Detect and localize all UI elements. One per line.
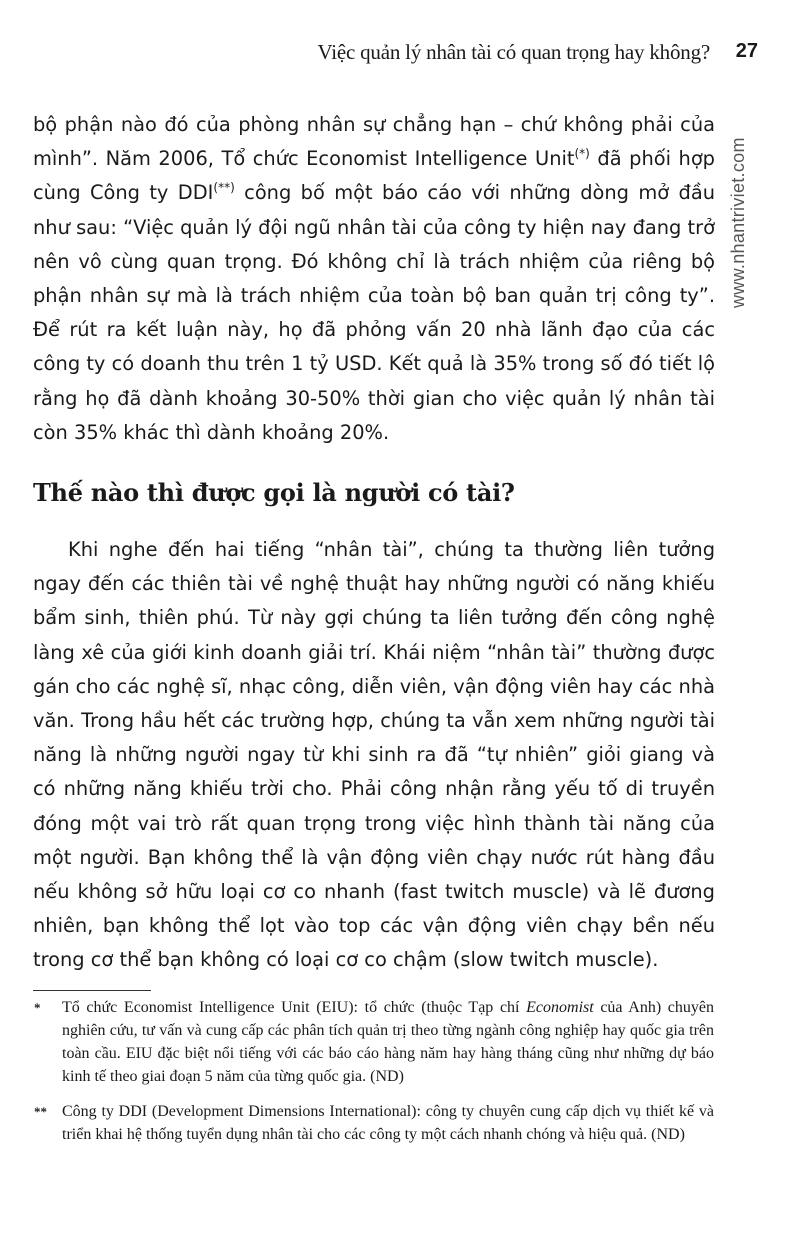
section-heading: Thế nào thì được gọi là người có tài? [33,478,515,507]
footnote-marker: ** [34,1104,47,1119]
footnote-marker: * [34,1000,41,1015]
paragraph-text: bộ phận nào đó của phòng nhân sự chẳng hạn – chứ không phải của mình”. Năm 2006, Tổ chức Economist Intelligence Unit [33,113,715,171]
paragraph-text: đã phối hợp cùng Công ty DDI [33,147,715,205]
footnote-ref-1: (*) [574,146,590,161]
paragraph-body: Khi nghe đến hai tiếng “nhân tài”, chúng ta thường liên tưởng ngay đến các thiên tài về nghệ thuật hay những người có năng khiếu bẩm sinh, thiên phú. Từ này gợi chúng ta liên tưởng đến công nghệ làng xê của giới kinh doanh giải trí. Khái niệm “nhân tài” thường được gán cho các nghệ sĩ, nhạc công, diễn viên, vận động viên hay các nhà văn. Trong hầu hết các trường hợp, chúng ta vẫn xem những người tài năng là những người ngay từ khi sinh ra đã “tự nhiên” giỏi giang và có những năng khiếu trời cho. Phải công nhận rằng yếu tố di truyền đóng một vai trò rất quan trọng trong việc hình thành tài năng của một người. Bạn không thể là vận động viên chạy nước rút hàng đầu nếu không sở hữu loại cơ co nhanh (fast twitch muscle) và lẽ đương nhiên, bạn không thể lọt vào top các vận động viên chạy bền nếu trong cơ thể bạn không có loại cơ co chậm (slow twitch muscle). [33,538,715,972]
page-number: 27 [735,40,758,62]
footnote-text: của Anh) chuyên nghiên cứu, tư vấn và cung cấp các phân tích quản trị theo từng ngành công nghiệp hay quốc gia trên toàn cầu. EIU đặc biệt nổi tiếng với các báo cáo hàng năm hay hàng tháng cũng như những dự báo kinh tế theo giai đoạn 5 năm của từng quốc gia. (ND) [62,999,715,1085]
footnote-source-title: Economist [526,999,594,1016]
footnote-1 [34,996,715,1088]
footnote-text: Tổ chức Economist Intelligence Unit (EIU): tổ chức (thuộc Tạp chí [62,999,527,1016]
footnote-divider [33,990,151,991]
running-header-title: Việc quản lý nhân tài có quan trọng hay không? [317,40,710,64]
footnote-ref-2: (**) [213,180,235,195]
paragraph-text: công bố một báo cáo với những dòng mở đầu như sau: “Việc quản lý đội ngũ nhân tài của công ty hiện nay đang trở nên vô cùng quan trọng. Đó không chỉ là trách nhiệm của riêng bộ phận nhân sự mà là trách nhiệm của toàn bộ ban quản trị công ty”. Để rút ra kết luận này, họ đã phỏng vấn 20 nhà lãnh đạo của các công ty có doanh thu trên 1 tỷ USD. Kết quả là 35% trong số đó tiết lộ rằng họ đã dành khoảng 30-50% thời gian cho việc quản lý nhân tài còn 35% khác thì dành khoảng 20%. [33,181,715,444]
footnote-text: Công ty DDI (Development Dimensions International): công ty chuyên cung cấp dịch vụ thiết kế và triển khai hệ thống tuyển dụng nhân tài cho các công ty một cách nhanh chóng và hiệu quả. (ND) [62,1103,714,1143]
watermark-url: www.nhantriviet.com [728,137,748,308]
footnote-2 [34,1100,714,1146]
paragraph-continued [33,108,715,450]
